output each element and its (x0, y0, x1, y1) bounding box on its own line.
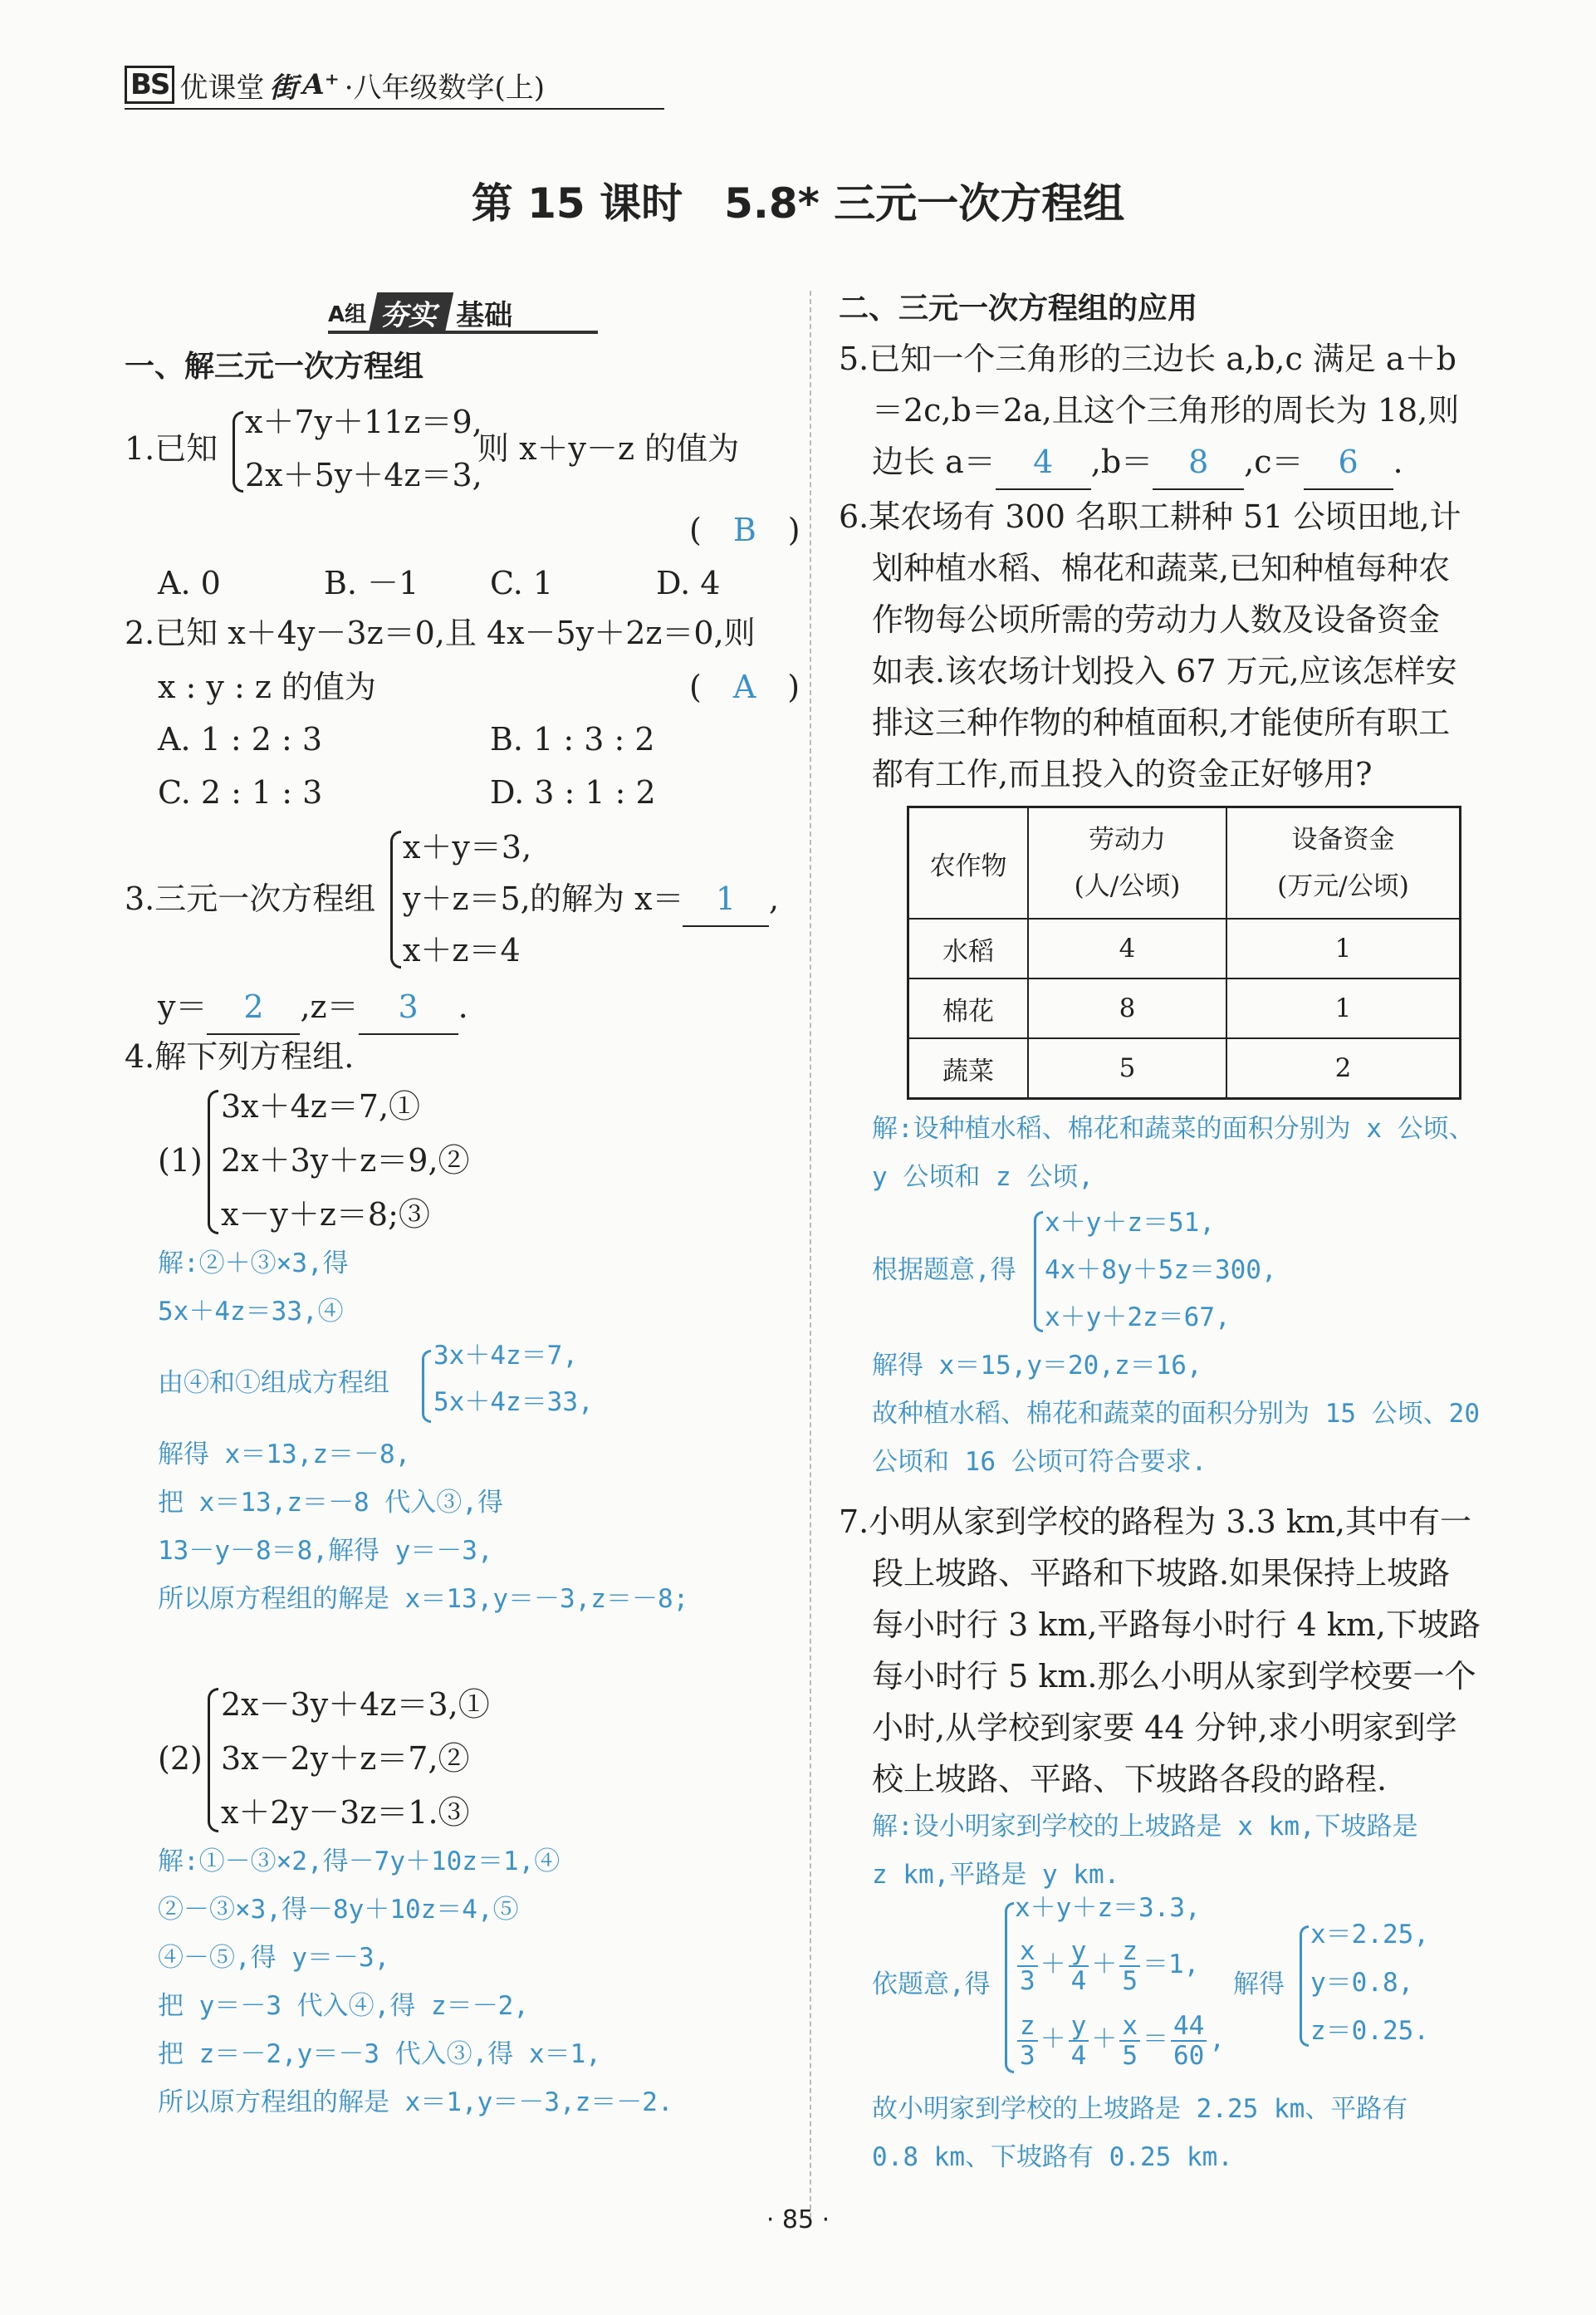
q6-line6: 都有工作,而且投入的资金正好够用? (872, 756, 1373, 792)
brand-suffix: A⁺ (302, 68, 340, 101)
q6-line3: 作物每公顷所需的劳动力人数及设备资金 (872, 601, 1441, 638)
q1-prefix: 1.已知 (125, 430, 218, 467)
q3-eq1: x＋y＝3, (403, 829, 532, 866)
q7-eq1: x＋y＋z＝3.3, (1015, 1893, 1201, 1923)
q4-p1-sol-5: 把 x＝13,z＝－8 代入③,得 (158, 1488, 503, 1518)
q2-answer: A (732, 669, 756, 705)
q1-option-c: C. 1 (490, 565, 554, 601)
q3-eq3: x＋z＝4 (403, 932, 521, 969)
q3-mid: 的解为 x＝ (530, 880, 684, 917)
table-cell: 2 (1226, 1038, 1461, 1099)
q1-option-a: A. 0 (158, 565, 221, 601)
q1-answer-bracket: ( B ) (689, 512, 800, 548)
table-header-row (908, 807, 1461, 920)
q7-sol-1: 解:设小明家到学校的上坡路是 x km,下坡路是 (872, 1812, 1418, 1842)
q1-option-b: B. －1 (324, 565, 419, 601)
q7-sol-3: 故小明家到学校的上坡路是 2.25 km、平路有 (872, 2094, 1408, 2124)
q7-line2: 段上坡路、平路和下坡路.如果保持上坡路 (872, 1555, 1451, 1592)
q4-p1-sys-2: 5x＋4z＝33, (433, 1387, 594, 1417)
page-header (125, 60, 545, 110)
table-cell: 8 (1028, 978, 1226, 1038)
q5-c-label: ,c＝ (1244, 444, 1304, 480)
q2-line2: x : y : z 的值为 (158, 669, 376, 705)
q6-sol-4: 故种植水稻、棉花和蔬菜的面积分别为 15 公顷、20 (872, 1399, 1480, 1429)
q4-p2-eq2: 3x－2y＋z＝7,② (221, 1740, 470, 1777)
lesson-title: 第 15 课时 5.8* 三元一次方程组 (471, 179, 1125, 228)
q6-sol-pre: 根据题意,得 (872, 1255, 1016, 1285)
q7-eq2: $\frac{x}{3}$ ＋ $\frac{y}{4}$ ＋ $\frac{z}{5}$ ＝1, (1015, 1935, 1199, 1995)
book-subject: ·八年级数学(上) (344, 71, 546, 105)
q4-p2-sol-4: 把 y＝－3 代入④,得 z＝－2, (158, 1991, 529, 2021)
table-cell: 1 (1226, 978, 1461, 1038)
q6-line4: 如表.该农场计划投入 67 万元,应该怎样安 (872, 653, 1457, 689)
q2-option-a: A. 1 : 2 : 3 (158, 721, 323, 758)
section-heading-1: 一、解三元一次方程组 (125, 350, 424, 384)
table-row (908, 1038, 1461, 1099)
table-row (908, 978, 1461, 1038)
q4-p2-sol-1: 解:①－③×2,得－7y＋10z＝1,④ (158, 1847, 561, 1876)
q4-p1-sol-3: 由④和①组成方程组 (158, 1368, 389, 1398)
q5-a-label: 边长 a＝ (872, 444, 996, 480)
q4-p1-sol-4: 解得 x＝13,z＝－8, (158, 1440, 411, 1469)
q5-line2: ＝2c,b＝2a,且这个三角形的周长为 18,则 (872, 392, 1460, 429)
q6-line2: 划种植水稻、棉花和蔬菜,已知种植每种农 (872, 550, 1451, 586)
table-cell: 1 (1226, 919, 1461, 978)
q4-p2-sol-3: ④－⑤,得 y＝－3, (158, 1943, 390, 1973)
column-divider (810, 291, 811, 2218)
q6-sys-3: x＋y＋2z＝67, (1045, 1302, 1231, 1332)
q5-line3 (872, 435, 1403, 490)
table-row (908, 919, 1461, 978)
q3-brace (390, 831, 401, 969)
q2-option-d: D. 3 : 1 : 2 (490, 774, 656, 811)
table-header-capital: 设备资金 (万元/公顷) (1226, 807, 1461, 920)
q7-line4: 每小时行 5 km.那么小明从家到学校要一个 (872, 1658, 1476, 1695)
q6-line1: 6.某农场有 300 名职工耕种 51 公顷田地,计 (839, 498, 1461, 535)
q7-res-2: y＝0.8, (1310, 1968, 1414, 1998)
table-header-crop: 农作物 (908, 807, 1029, 920)
q4-p1-label: (1) (158, 1142, 203, 1179)
group-label-main2: 基础 (456, 298, 513, 332)
q4-p1-sol-2: 5x＋4z＝33,④ (158, 1297, 344, 1327)
q4-p1-eq3: x－y＋z＝8;③ (221, 1196, 430, 1233)
q3-x-blank: 1 , (683, 872, 779, 927)
crop-table (907, 806, 1461, 1100)
q7-line1: 7.小明从家到学校的路程为 3.3 km,其中有一 (839, 1503, 1471, 1540)
q1-eq2: 2x＋5y＋4z＝3, (245, 457, 482, 493)
q3-y-answer: 2 (207, 980, 300, 1035)
q4-p1-eq2: 2x＋3y＋z＝9,② (221, 1142, 470, 1179)
q5-line1: 5.已知一个三角形的三边长 a,b,c 满足 a＋b (839, 341, 1456, 377)
q1-suffix: 则 x＋y－z 的值为 (477, 430, 740, 467)
page-number: · 85 · (766, 2205, 830, 2234)
q1-answer: B (732, 512, 756, 548)
q7-solve-label: 解得 (1233, 1969, 1285, 1999)
q7-sys-brace (1005, 1902, 1014, 2073)
q7-res-brace (1300, 1925, 1309, 2047)
q4-p1-sys-brace (422, 1350, 431, 1423)
q4-p2-sol-5: 把 z＝－2,y＝－3 代入③,得 x＝1, (158, 2039, 601, 2069)
q2-answer-bracket: ( A ) (689, 669, 800, 705)
q5-b-answer: 8 (1153, 435, 1244, 490)
q4-p2-brace (208, 1688, 218, 1832)
q1-eq1: x＋7y＋11z＝9, (245, 404, 482, 440)
q7-line6: 校上坡路、平路、下坡路各段的路程. (872, 1761, 1388, 1798)
q6-sol-3: 解得 x＝15,y＝20,z＝16, (872, 1351, 1202, 1381)
q4-p1-sol-1: 解:②＋③×3,得 (158, 1248, 349, 1278)
q6-sol-1: 解:设种植水稻、棉花和蔬菜的面积分别为 x 公顷、 (872, 1114, 1475, 1144)
q4-p2-eq1: 2x－3y＋4z＝3,① (221, 1686, 490, 1723)
group-label-small: A组 (328, 302, 367, 327)
q4-title: 4.解下列方程组. (125, 1038, 355, 1075)
q6-sol-5: 公顷和 16 公顷可符合要求. (872, 1447, 1207, 1477)
q4-p2-label: (2) (158, 1740, 203, 1777)
q6-line5: 排这三种作物的种植面积,才能使所有职工 (872, 704, 1451, 741)
section-heading-2: 二、三元一次方程组的应用 (839, 292, 1198, 326)
q5-c-answer: 6 (1304, 435, 1393, 490)
q7-res-1: x＝2.25, (1310, 1920, 1429, 1950)
q7-eq3: $\frac{z}{3}$ ＋ $\frac{y}{4}$ ＋ $\frac{x}{5}$ ＝ $\frac{44}{60}$ , (1015, 2010, 1225, 2070)
group-label-main: 夯实 (369, 292, 453, 333)
q4-p2-eq3: x＋2y－3z＝1.③ (221, 1794, 470, 1831)
table-cell: 棉花 (908, 978, 1029, 1038)
brand-script: 街 (269, 71, 298, 105)
q7-line5: 小时,从学校到家要 44 分钟,求小明家到学 (872, 1709, 1457, 1746)
q7-line3: 每小时行 3 km,平路每小时行 4 km,下坡路 (872, 1606, 1481, 1643)
group-label-underline (328, 331, 598, 334)
q2-option-c: C. 2 : 1 : 3 (158, 774, 323, 811)
q3-end: . (458, 988, 468, 1025)
brand-logo: BS (125, 66, 174, 104)
q1-option-d: D. 4 (656, 565, 721, 601)
q6-sys-2: 4x＋8y＋5z＝300, (1045, 1255, 1277, 1285)
q1-brace (233, 411, 243, 493)
q3-y-label: y＝ (158, 988, 208, 1025)
table-cell: 5 (1028, 1038, 1226, 1099)
q4-p1-sys-1: 3x＋4z＝7, (433, 1341, 578, 1371)
q5-a-answer: 4 (996, 435, 1091, 490)
q3-prefix: 3.三元一次方程组 (125, 880, 376, 917)
brand-name: 优课堂 (179, 71, 265, 105)
q4-p2-sol-6: 所以原方程组的解是 x＝1,y＝－3,z＝－2. (158, 2087, 673, 2117)
table-header-labor: 劳动力 (人/公顷) (1028, 807, 1226, 920)
table-cell: 水稻 (908, 919, 1029, 978)
q7-res-3: z＝0.25. (1310, 2016, 1429, 2046)
q6-sys-brace (1034, 1211, 1043, 1332)
q3-line2 (158, 980, 468, 1035)
table-cell: 4 (1028, 919, 1226, 978)
table-cell: 蔬菜 (908, 1038, 1029, 1099)
q4-p1-brace (208, 1090, 218, 1234)
q7-sol-4: 0.8 km、下坡路有 0.25 km. (872, 2142, 1233, 2172)
q4-p1-sol-6: 13－y－8＝8,解得 y＝－3, (158, 1536, 493, 1566)
q7-sol-pre: 依题意,得 (872, 1969, 991, 1999)
header-rule (125, 108, 664, 110)
q3-z-label: ,z＝ (300, 988, 359, 1025)
q5-b-label: ,b＝ (1090, 444, 1153, 480)
q3-x-answer: 1 (683, 872, 769, 927)
q4-p1-sol-7: 所以原方程组的解是 x＝13,y＝－3,z＝－8; (158, 1584, 689, 1614)
q2-line1: 2.已知 x＋4y－3z＝0,且 4x－5y＋2z＝0,则 (125, 615, 756, 651)
group-label (328, 291, 512, 334)
q4-p1-eq1: 3x＋4z＝7,① (221, 1088, 421, 1125)
q5-end: . (1393, 444, 1403, 480)
q2-option-b: B. 1 : 3 : 2 (490, 721, 655, 758)
q6-sys-1: x＋y＋z＝51, (1045, 1208, 1215, 1238)
q6-sol-2: y 公顷和 z 公顷, (872, 1162, 1094, 1192)
q3-z-answer: 3 (359, 980, 458, 1035)
q3-eq2: y＋z＝5, (403, 880, 531, 917)
q4-p2-sol-2: ②－③×3,得－8y＋10z＝4,⑤ (158, 1895, 519, 1925)
q7-sol-2: z km,平路是 y km. (872, 1860, 1120, 1890)
